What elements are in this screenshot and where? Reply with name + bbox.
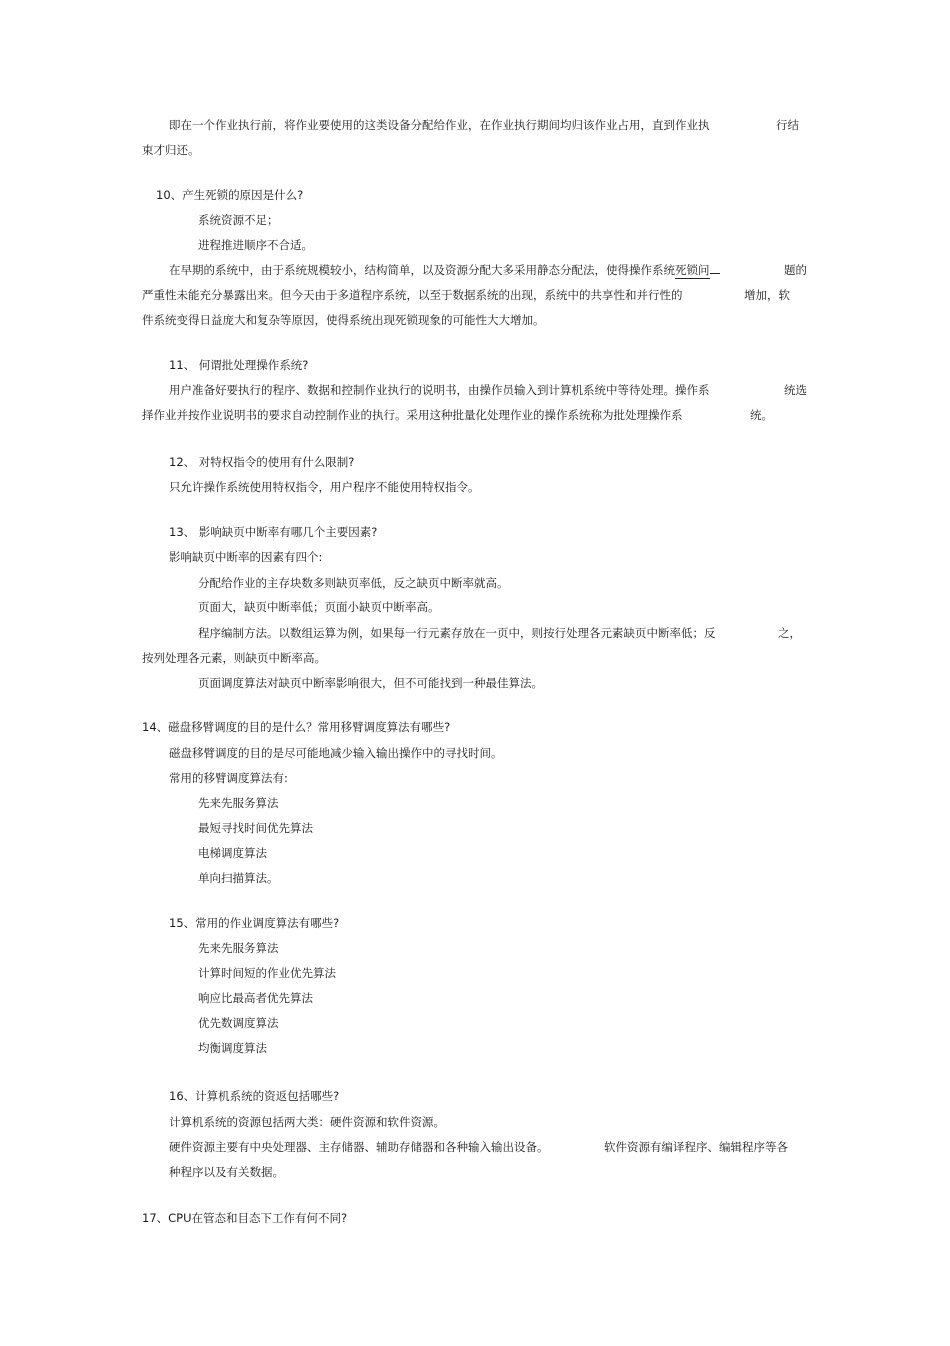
answer-line: 系统资源不足； bbox=[198, 213, 279, 227]
question-17: 17、CPU在管态和目态下工作有何不同? bbox=[142, 1211, 348, 1225]
list-item: 先来先服务算法 bbox=[198, 796, 279, 810]
paragraph-line: 件系统变得日益庞大和复杂等原因，使得系统出现死锁现象的可能性大大增加。 bbox=[142, 313, 545, 327]
list-item: 响应比最高者优先算法 bbox=[198, 991, 313, 1005]
answer-line: 之， bbox=[778, 626, 801, 640]
list-item: 电梯调度算法 bbox=[198, 846, 267, 860]
question-16: 16、计算机系统的资返包括哪些? bbox=[169, 1089, 340, 1103]
list-item: 均衡调度算法 bbox=[198, 1041, 267, 1055]
paragraph-line: 增加，软 bbox=[744, 288, 790, 302]
list-item: 单向扫描算法。 bbox=[198, 871, 279, 885]
answer-line: 按列处理各元素，则缺页中断率高。 bbox=[142, 651, 326, 665]
answer-line: 种程序以及有关数据。 bbox=[169, 1165, 284, 1179]
answer-line: 进程推进顺序不合适。 bbox=[198, 238, 313, 252]
paragraph-line: 用户准备好要执行的程序、数据和控制作业执行的说明书，由操作员输入到计算机系统中等待处理。操作系 bbox=[169, 383, 710, 397]
paragraph-line: 行结 bbox=[776, 118, 799, 132]
paragraph-line: 束才归还。 bbox=[142, 143, 200, 157]
paragraph-line: 即在一个作业执行前，将作业要使用的这类设备分配给作业，在作业执行期间均归该作业占用，直到作业执 bbox=[169, 118, 710, 132]
list-item: 计算时间短的作业优先算法 bbox=[198, 966, 336, 980]
question-14: 14、磁盘移臂调度的目的是什么？常用移臂调度算法有哪些? bbox=[142, 720, 451, 734]
answer-line: 只允许操作系统使用特权指令，用户程序不能使用特权指令。 bbox=[169, 480, 480, 494]
question-12: 12、 对特权指令的使用有什么限制? bbox=[169, 455, 355, 469]
question-10: 10、产生死锁的原因是什么? bbox=[156, 188, 304, 202]
paragraph-line: 统。 bbox=[750, 408, 773, 422]
answer-line: 硬件资源主要有中央处理器、主存储器、辅助存储器和各种输入输出设备。 bbox=[169, 1140, 549, 1154]
question-15: 15、常用的作业调度算法有哪些? bbox=[169, 916, 340, 930]
answer-line: 页面调度算法对缺页中断率影响很大，但不可能找到一种最佳算法。 bbox=[198, 676, 543, 690]
answer-line: 影响缺页中断率的因素有四个: bbox=[169, 550, 323, 564]
paragraph-line: 在早期的系统中，由于系统规模较小，结构简单，以及资源分配大多采用静态分配法，使得操作系统死锁问 bbox=[169, 262, 720, 278]
answer-line: 常用的移臂调度算法有: bbox=[169, 771, 288, 785]
underlined-text: 死锁问 bbox=[675, 263, 710, 277]
answer-line: 磁盘移臂调度的目的是尽可能地减少输入输出操作中的寻找时间。 bbox=[169, 746, 503, 760]
answer-line: 页面大，缺页中断率低；页面小缺页中断率高。 bbox=[198, 600, 440, 614]
paragraph-line: 题的 bbox=[784, 263, 807, 277]
answer-line: 计算机系统的资源包括两大类：硬件资源和软件资源。 bbox=[169, 1115, 445, 1129]
paragraph-line: 择作业并按作业说明书的要求自动控制作业的执行。采用这种批量化处理作业的操作系统称为批处理操作系 bbox=[142, 408, 683, 422]
answer-line: 程序编制方法。以数组运算为例，如果每一行元素存放在一页中，则按行处理各元素缺页中断率低；反 bbox=[198, 626, 716, 640]
list-item: 优先数调度算法 bbox=[198, 1016, 279, 1030]
list-item: 最短寻找时间优先算法 bbox=[198, 821, 313, 835]
list-item: 先来先服务算法 bbox=[198, 941, 279, 955]
paragraph-line: 统选 bbox=[784, 383, 807, 397]
question-13: 13、 影响缺页中断率有哪几个主要因素? bbox=[169, 525, 378, 539]
paragraph-line: 严重性未能充分暴露出来。但今天由于多道程序系统，以至于数据系统的出现，系统中的共享性和并行性的 bbox=[142, 288, 683, 302]
answer-line: 分配给作业的主存块数多则缺页率低，反之缺页中断率就高。 bbox=[198, 576, 509, 590]
question-11: 11、 何谓批处理操作系统? bbox=[169, 358, 309, 372]
answer-line: 软件资源有编译程序、编辑程序等各 bbox=[604, 1140, 788, 1154]
